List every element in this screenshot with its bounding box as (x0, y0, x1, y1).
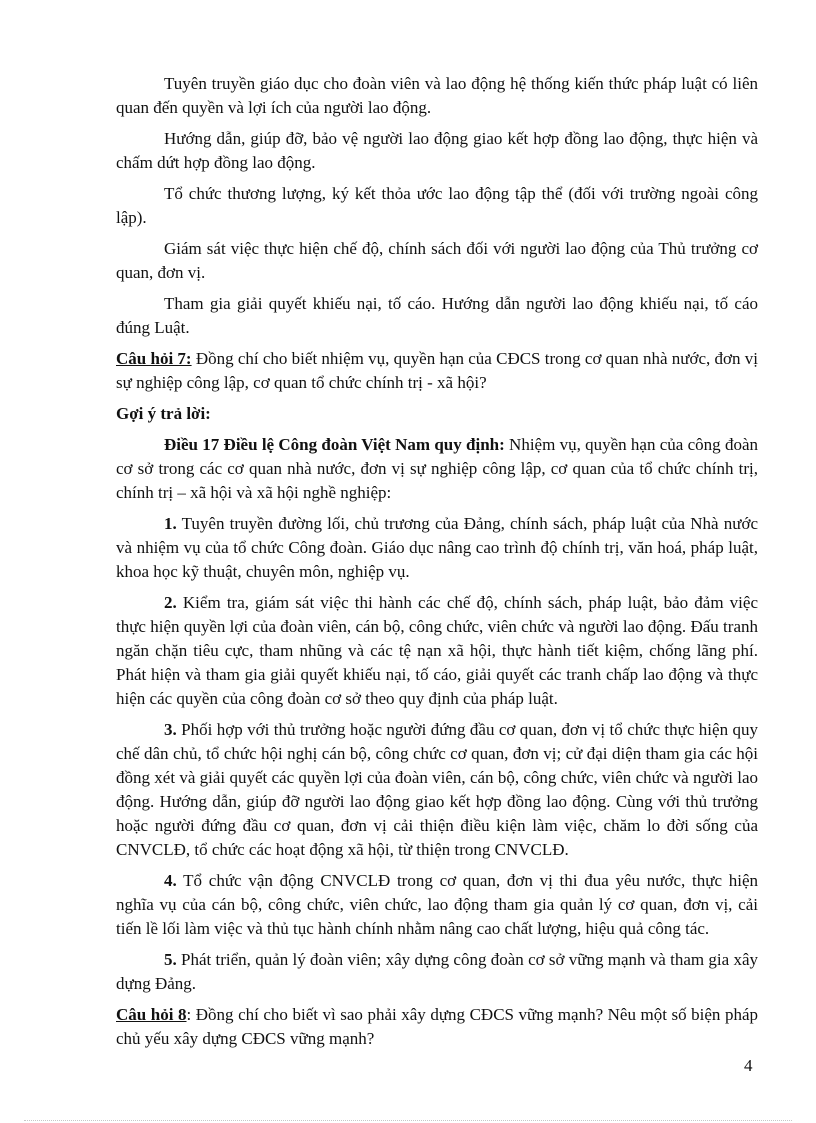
list-item (116, 718, 758, 862)
item-number: 4. (164, 871, 177, 890)
item-text: Tổ chức vận động CNVCLĐ trong cơ quan, đơn vị thi đua yêu nước, thực hiện nghĩa vụ của cán bộ, công chức, viên chức, lao động tham gia quản lý cơ quan, đơn vị, cải tiến lề lối làm việc và thủ tục hành chính nhằm nâng cao chất lượng, hiệu quả công tác. (116, 871, 758, 938)
question-7 (116, 347, 758, 395)
item-text: Tuyên truyền đường lối, chủ trương của Đảng, chính sách, pháp luật của Nhà nước và nhiệm vụ của tổ chức Công đoàn. Giáo dục nâng cao trình độ chính trị, văn hoá, pháp luật, khoa học kỹ thuật, chuyên môn, nghiệp vụ. (116, 514, 758, 581)
article-text: Nhiệm vụ, quyền hạn của công đoàn cơ sở trong các cơ quan nhà nước, đơn vị sự nghiệp công lập, cơ quan của tổ chức chính trị, chính trị – xã hội và xã hội nghề nghiệp: (116, 435, 758, 502)
question-8-label: Câu hỏi 8 (116, 1005, 187, 1024)
list-item (116, 591, 758, 711)
paragraph: Hướng dẫn, giúp đỡ, bảo vệ người lao động giao kết hợp đồng lao động, thực hiện và chấm dứt hợp đồng lao động. (116, 129, 758, 172)
item-number: 1. (164, 514, 177, 533)
answer-hint-heading: Gợi ý trả lời: (116, 404, 211, 423)
item-number: 5. (164, 950, 177, 969)
paragraph: Tuyên truyền giáo dục cho đoàn viên và lao động hệ thống kiến thức pháp luật có liên quan đến quyền và lợi ích của người lao động. (116, 74, 758, 117)
question-7-label: Câu hỏi 7: (116, 349, 192, 368)
item-number: 2. (164, 593, 177, 612)
article-reference: Điều 17 Điều lệ Công đoàn Việt Nam quy định: (164, 435, 505, 454)
paragraph: Tham gia giải quyết khiếu nại, tố cáo. Hướng dẫn người lao động khiếu nại, tố cáo đúng Luật. (116, 294, 758, 337)
article-intro (116, 433, 758, 505)
question-8-text: : Đồng chí cho biết vì sao phải xây dựng CĐCS vững mạnh? Nêu một số biện pháp chủ yếu xây dựng CĐCS vững mạnh? (116, 1005, 758, 1048)
question-7-text: Đồng chí cho biết nhiệm vụ, quyền hạn của CĐCS trong cơ quan nhà nước, đơn vị sự nghiệp công lập, cơ quan tổ chức chính trị - xã hội? (116, 349, 758, 392)
list-item (116, 948, 758, 996)
page-bottom-dotted-line (24, 1120, 792, 1121)
page-content (116, 72, 758, 1058)
page-number: 4 (744, 1056, 753, 1075)
paragraph: Giám sát việc thực hiện chế độ, chính sách đối với người lao động của Thủ trưởng cơ quan, đơn vị. (116, 239, 758, 282)
list-item (116, 869, 758, 941)
list-item (116, 512, 758, 584)
item-text: Kiểm tra, giám sát việc thi hành các chế độ, chính sách, pháp luật, bảo đảm việc thực hiện quyền lợi của đoàn viên, cán bộ, công chức, viên chức và người lao động. Đấu tranh ngăn chặn tiêu cực, tham nhũng và các tệ nạn xã hội, thực hành tiết kiệm, chống lãng phí. Phát hiện và tham gia giải quyết khiếu nại, tố cáo, giải quyết các tranh chấp lao động và thực hiện các quyền của công đoàn cơ sở theo quy định của pháp luật. (116, 593, 758, 708)
paragraph: Tổ chức thương lượng, ký kết thỏa ước lao động tập thể (đối với trường ngoài công lập). (116, 184, 758, 227)
item-text: Phát triển, quản lý đoàn viên; xây dựng công đoàn cơ sở vững mạnh và tham gia xây dựng Đảng. (116, 950, 758, 993)
item-number: 3. (164, 720, 177, 739)
item-text: Phối hợp với thủ trưởng hoặc người đứng đầu cơ quan, đơn vị tổ chức thực hiện quy chế dân chủ, tổ chức hội nghị cán bộ, công chức cơ quan, đơn vị; cử đại diện tham gia các hội đồng xét và giải quyết các quyền lợi của đoàn viên, cán bộ, công chức, viên chức và người lao động. Hướng dẫn, giúp đỡ người lao động giao kết hợp đồng lao động. Cùng với thủ trưởng hoặc người đứng đầu cơ quan, đơn vị cải thiện điều kiện làm việc, chăm lo đời sống của CNVCLĐ, tổ chức các hoạt động xã hội, từ thiện trong CNVCLĐ. (116, 720, 758, 859)
question-8 (116, 1003, 758, 1051)
